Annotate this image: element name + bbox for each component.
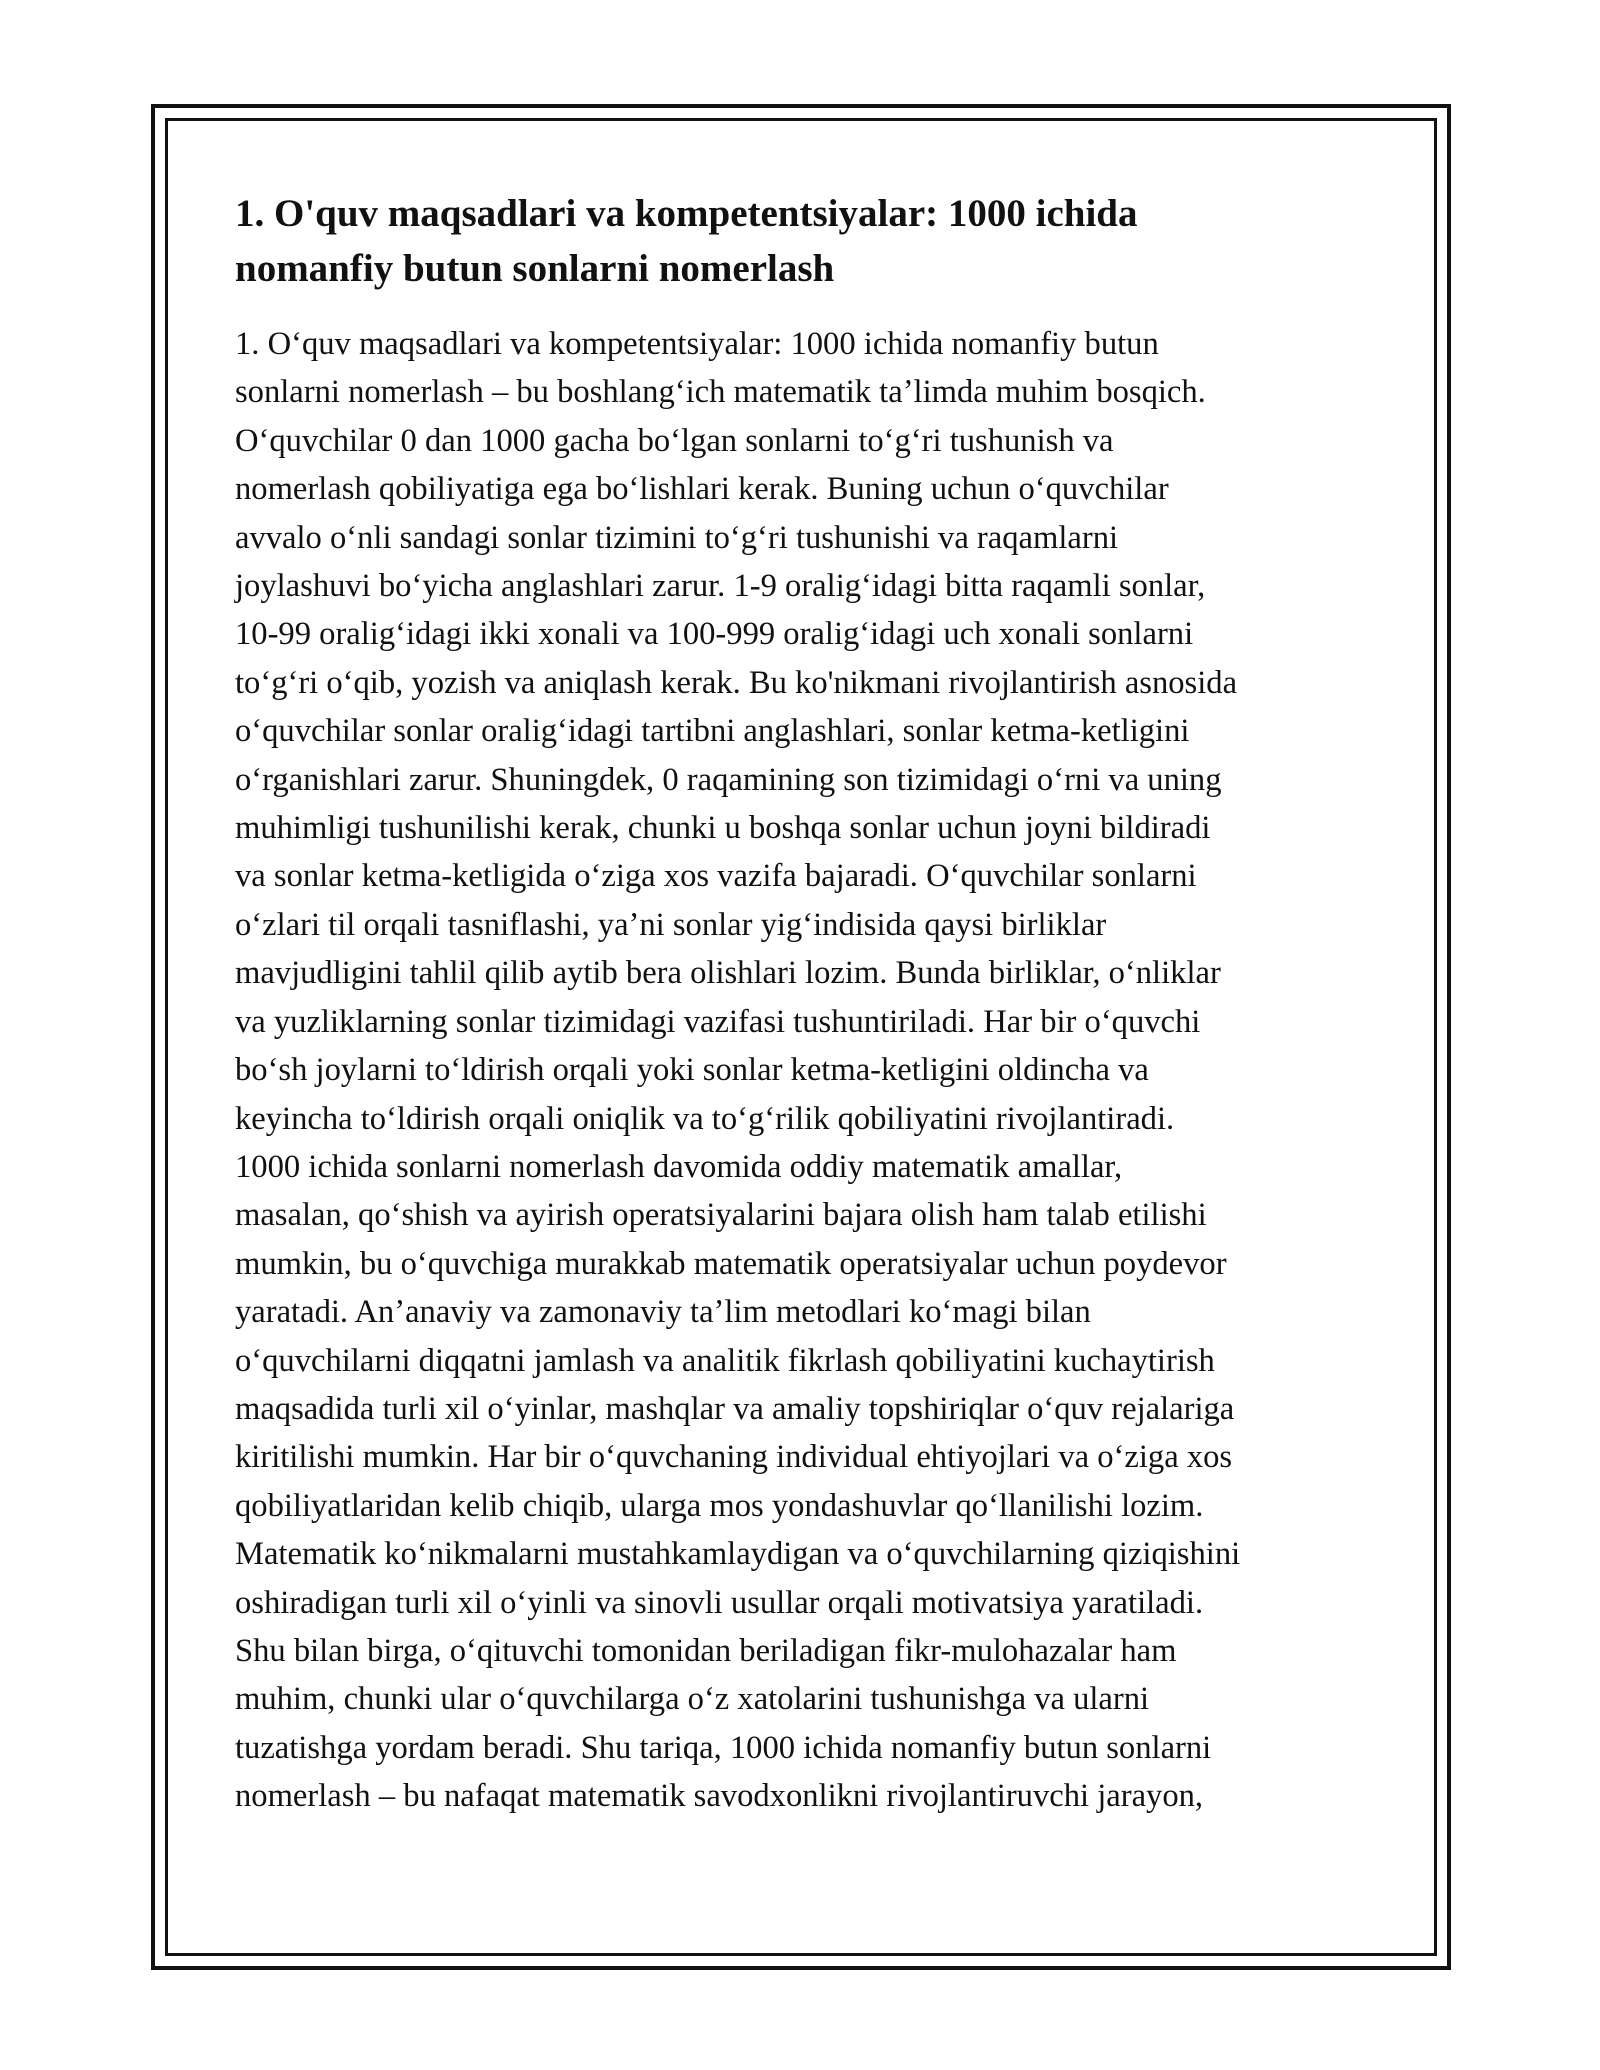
paragraph-line: oʻquvchilar sonlar oraligʻidagi tartibni anglashlari, sonlar ketma-ketligini <box>235 713 1190 750</box>
paragraph-line: oʻquvchilarni diqqatni jamlash va analitik fikrlash qobiliyatini kuchaytirish <box>235 1342 1215 1379</box>
document-content <box>235 186 1385 1821</box>
paragraph-line: mumkin, bu oʻquvchiga murakkab matematik operatsiyalar uchun poydevor <box>235 1245 1227 1282</box>
paragraph-line: Matematik koʻnikmalarni mustahkamlaydigan va oʻquvchilarning qiziqishini <box>235 1536 1241 1573</box>
heading-line: 1. O'quv maqsadlari va kompetentsiyalar: 1000 ichida <box>235 192 1138 235</box>
paragraph-line: maqsadida turli xil oʻyinlar, mashqlar va amaliy topshiriqlar oʻquv rejalariga <box>235 1390 1235 1427</box>
paragraph-line: toʻgʻri oʻqib, yozish va aniqlash kerak. Bu ko'nikmani rivojlantirish asnosida <box>235 664 1238 701</box>
document-heading <box>235 186 1295 296</box>
paragraph-line: va yuzliklarning sonlar tizimidagi vazifasi tushuntiriladi. Har bir oʻquvchi <box>235 1003 1201 1040</box>
paragraph-line: yaratadi. Anʼanaviy va zamonaviy taʼlim metodlari koʻmagi bilan <box>235 1294 1091 1331</box>
body-paragraph <box>235 320 1385 1821</box>
paragraph-line: mavjudligini tahlil qilib aytib bera olishlari lozim. Bunda birliklar, oʻnliklar <box>235 955 1221 992</box>
paragraph-line: sonlarni nomerlash – bu boshlangʻich matematik taʼlimda muhim bosqich. <box>235 374 1206 411</box>
paragraph-line: va sonlar ketma-ketligida oʻziga xos vazifa bajaradi. Oʻquvchilar sonlarni <box>235 858 1197 895</box>
paragraph-line: masalan, qoʻshish va ayirish operatsiyalarini bajara olish ham talab etilishi <box>235 1197 1207 1234</box>
heading-line: nomanfiy butun sonlarni nomerlash <box>235 247 835 290</box>
paragraph-line: Oʻquvchilar 0 dan 1000 gacha boʻlgan sonlarni toʻgʻri tushunish va <box>235 422 1114 459</box>
paragraph-line: oʻzlari til orqali tasniflashi, yaʼni sonlar yigʻindisida qaysi birliklar <box>235 906 1107 943</box>
paragraph-line: tuzatishga yordam beradi. Shu tariqa, 1000 ichida nomanfiy butun sonlarni <box>235 1729 1212 1766</box>
paragraph-line: 1. Oʻquv maqsadlari va kompetentsiyalar: 1000 ichida nomanfiy butun <box>235 326 1159 362</box>
paragraph-line: qobiliyatlaridan kelib chiqib, ularga mos yondashuvlar qoʻllanilishi lozim. <box>235 1487 1204 1524</box>
paragraph-line: nomerlash – bu nafaqat matematik savodxonlikni rivojlantiruvchi jarayon, <box>235 1778 1204 1815</box>
paragraph-line: boʻsh joylarni toʻldirish orqali yoki sonlar ketma-ketligini oldincha va <box>235 1052 1149 1089</box>
paragraph-line: avvalo oʻnli sandagi sonlar tizimini toʻgʻri tushunishi va raqamlarni <box>235 519 1119 556</box>
paragraph-line: joylashuvi boʻyicha anglashlari zarur. 1-9 oraligʻidagi bitta raqamli sonlar, <box>235 568 1206 605</box>
paragraph-line: kiritilishi mumkin. Har bir oʻquvchaning individual ehtiyojlari va oʻziga xos <box>235 1439 1233 1476</box>
paragraph-line: muhimligi tushunilishi kerak, chunki u boshqa sonlar uchun joyni bildiradi <box>235 810 1211 847</box>
paragraph-line: keyincha toʻldirish orqali oniqlik va toʻgʻrilik qobiliyatini rivojlantiradi. <box>235 1100 1175 1137</box>
paragraph-line: oʻrganishlari zarur. Shuningdek, 0 raqamining son tizimidagi oʻrni va uning <box>235 761 1222 798</box>
paragraph-line: Shu bilan birga, oʻqituvchi tomonidan beriladigan fikr-mulohazalar ham <box>235 1632 1177 1669</box>
paragraph-line: 1000 ichida sonlarni nomerlash davomida oddiy matematik amallar, <box>235 1148 1123 1185</box>
paragraph-line: nomerlash qobiliyatiga ega boʻlishlari kerak. Buning uchun oʻquvchilar <box>235 471 1169 508</box>
paragraph-line: oshiradigan turli xil oʻyinli va sinovli usullar orqali motivatsiya yaratiladi. <box>235 1584 1204 1621</box>
paragraph-line: 10-99 oraligʻidagi ikki xonali va 100-999 oraligʻidagi uch xonali sonlarni <box>235 616 1194 653</box>
paragraph-line: muhim, chunki ular oʻquvchilarga oʻz xatolarini tushunishga va ularni <box>235 1681 1150 1718</box>
